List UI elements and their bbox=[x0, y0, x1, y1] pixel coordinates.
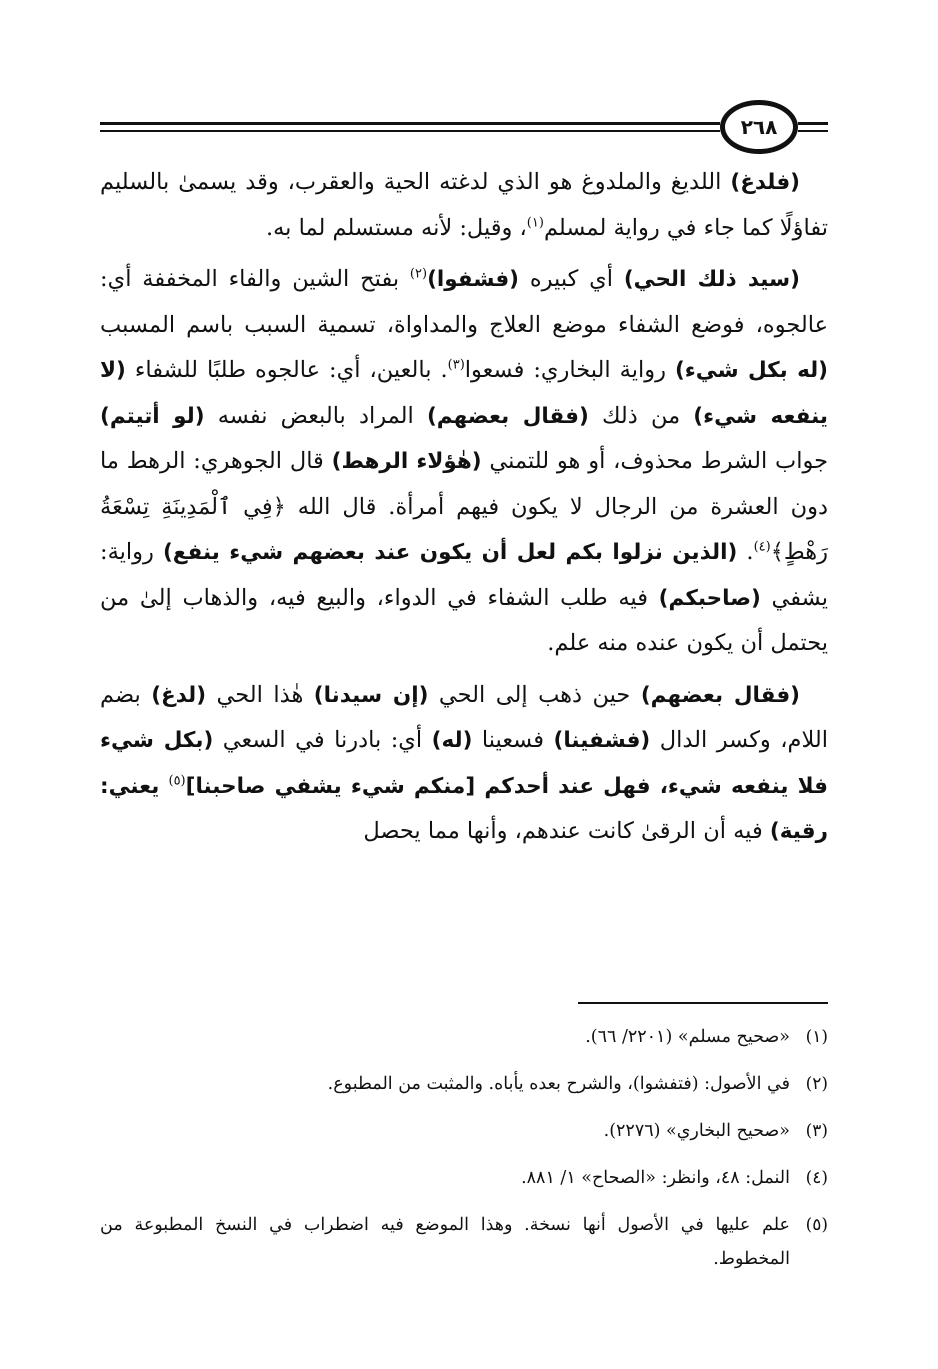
text-run: أي كبيره bbox=[519, 266, 624, 292]
footnote-item bbox=[100, 1114, 828, 1148]
footnote-number: (٢) bbox=[805, 1074, 828, 1094]
bold-term: (له بكل شيء) bbox=[674, 358, 829, 383]
footnote-ref: (٤) bbox=[753, 539, 771, 555]
text-run: قال الجوهري: الرهط ما دون العشرة من الرجال لا يكون فيهم أمرأة. قال الله bbox=[100, 448, 828, 520]
footnote-text: «صحيح البخاري» (٢٢٧٦). bbox=[603, 1121, 790, 1141]
paragraph-2 bbox=[100, 257, 828, 667]
bold-term: (فقال بعضهم) bbox=[426, 403, 589, 429]
bold-term: (فشفوا) bbox=[427, 267, 519, 292]
bold-term: (الذين نزلوا بكم لعل أن يكون عند بعضهم شيء ينفع) bbox=[162, 540, 738, 565]
header-rule-right-top bbox=[798, 122, 828, 125]
bold-term: (سيد ذلك الحي) bbox=[623, 267, 800, 292]
paragraph-1 bbox=[100, 160, 828, 251]
bold-term: (لو أتيتم) bbox=[100, 403, 205, 429]
text-run: حين ذهب إلى الحي bbox=[428, 681, 641, 708]
footnote-text: في الأصول: (فتفشوا)، والشرح بعده يأباه. والمثبت من المطبوع. bbox=[327, 1074, 790, 1094]
bold-term: (صاحبكم) bbox=[658, 585, 761, 611]
footnotes bbox=[100, 1020, 828, 1289]
footnote-ref: (١) bbox=[526, 215, 544, 230]
page-number: ٢٦٨ bbox=[740, 115, 778, 139]
footnote-item bbox=[100, 1020, 828, 1054]
bold-term: (لدغ) bbox=[151, 682, 207, 708]
bold-term: يعني: رقية) bbox=[100, 773, 828, 844]
main-text bbox=[100, 160, 828, 855]
footnote-ref: (٢) bbox=[409, 266, 428, 282]
footnote-item bbox=[100, 1208, 828, 1276]
text-run: بضم اللام، وكسر الدال bbox=[100, 681, 829, 753]
quran-verse: ﴿فِي ٱلْمَدِينَةِ تِسْعَةُ رَهْطٍ﴾ bbox=[100, 493, 828, 565]
header-rule-top bbox=[100, 122, 720, 125]
footnote-ref: (٥) bbox=[168, 773, 186, 788]
footnote-ref: (٣) bbox=[447, 357, 465, 373]
footnote-number: (٤) bbox=[805, 1168, 828, 1188]
text-run: . بالعين، أي: عالجوه طلبًا للشفاء bbox=[125, 357, 448, 383]
page-header bbox=[100, 100, 828, 156]
page-number-badge bbox=[720, 100, 798, 154]
bold-term: (بكل شيء فلا ينفعه شيء، فهل عند أحدكم [منكم شيء يشفي صاحبنا] bbox=[100, 728, 828, 799]
bold-term: (فشفينا) bbox=[553, 728, 651, 753]
footnote-text: النمل: ٤٨، وانظر: «الصحاح» ١/ ٨٨١. bbox=[521, 1168, 790, 1188]
text-run: بفتح الشين والفاء المخففة أي: عالجوه، فوضع الشفاء موضع العلاج والمداواة، تسمية السبب باسم المسبب bbox=[100, 266, 828, 338]
text-run: جواب الشرط محذوف، أو هو للتمني bbox=[481, 448, 828, 474]
footnote-number: (٥) bbox=[805, 1215, 828, 1235]
footnote-text: «صحيح مسلم» (٢٢٠١/ ٦٦). bbox=[585, 1027, 790, 1047]
text-run: فيه طلب الشفاء في الدواء، والبيع فيه، والذهاب إلىٰ من يحتمل أن يكون عنده منه علم. bbox=[100, 584, 828, 656]
footnote-number: (٣) bbox=[805, 1121, 828, 1141]
text-run: رواية: يشفي bbox=[100, 539, 828, 611]
bold-term: (إن سيدنا) bbox=[313, 682, 429, 708]
text-run: المراد بالبعض نفسه bbox=[204, 402, 427, 429]
text-run: من ذلك bbox=[588, 402, 694, 429]
text-run: أي: بادرنا في السعي bbox=[213, 727, 432, 753]
header-rule-right-bottom bbox=[798, 130, 828, 132]
bold-term: (لا ينفعه شيء) bbox=[100, 358, 828, 429]
text-run: اللديغ والملدوغ هو الذي لدغته الحية والعقرب، وقد يسمىٰ بالسليم تفاؤلًا كما جاء في رواية لمسلم bbox=[100, 169, 828, 241]
header-rule-bottom bbox=[100, 130, 720, 132]
bold-term: (هٰؤلاء الرهط) bbox=[331, 449, 482, 474]
footnote-item bbox=[100, 1067, 828, 1101]
text-run: رواية البخاري: فسعوا bbox=[464, 357, 675, 383]
text-run: ، وقيل: لأنه مستسلم لما به. bbox=[265, 214, 527, 241]
text-run: فيه أن الرقىٰ كانت عندهم، وأنها مما يحصل bbox=[363, 818, 770, 844]
bold-term: (فقال بعضهم) bbox=[640, 682, 800, 708]
footnote-item bbox=[100, 1161, 828, 1195]
footnote-separator bbox=[578, 1002, 828, 1004]
bold-term: (فلدغ) bbox=[730, 170, 800, 195]
paragraph-3 bbox=[100, 673, 828, 855]
footnote-text: علم عليها في الأصول أنها نسخة. وهذا الموضع فيه اضطراب في النسخ المطبوعة من المخطوط. bbox=[100, 1215, 790, 1269]
text-run: فسعينا bbox=[472, 727, 554, 753]
bold-term: (له) bbox=[431, 728, 473, 753]
text-run: هٰذا الحي bbox=[206, 681, 314, 708]
footnote-number: (١) bbox=[805, 1027, 828, 1047]
text-run: . bbox=[737, 539, 754, 565]
